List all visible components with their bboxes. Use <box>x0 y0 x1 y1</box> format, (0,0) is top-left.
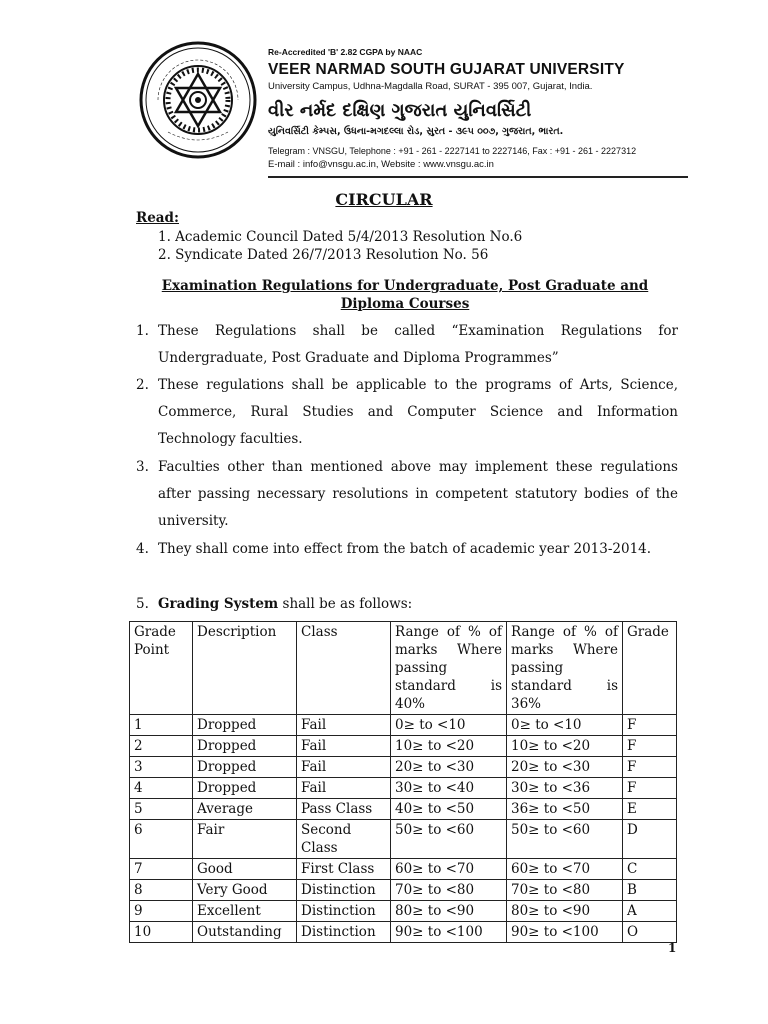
table-cell: 30≥ to <36 <box>507 778 623 799</box>
grading-table <box>129 621 677 943</box>
table-cell: 90≥ to <100 <box>507 922 623 943</box>
circular-title: CIRCULAR <box>335 190 433 209</box>
table-cell: 0≥ to <10 <box>391 715 507 736</box>
table-cell: 3 <box>130 757 193 778</box>
table-cell: 80≥ to <90 <box>507 901 623 922</box>
university-name-gujarati: વીર નર્મદ દક્ષિણ ગુજરાત યુનિવર્સિટી <box>268 100 532 121</box>
table-row <box>130 757 677 778</box>
header-cell: Range of % of marks Where passing standard is 36% <box>507 622 623 715</box>
table-row <box>130 799 677 820</box>
table-cell: Fail <box>297 778 391 799</box>
table-cell: Excellent <box>193 901 297 922</box>
table-cell: 50≥ to <60 <box>507 820 623 859</box>
regulation-point <box>136 591 678 618</box>
table-cell: 10 <box>130 922 193 943</box>
table-cell: 70≥ to <80 <box>391 880 507 901</box>
subject-heading: Examination Regulations for Undergraduate, Post Graduate and Diploma Courses <box>161 278 649 312</box>
table-row <box>130 715 677 736</box>
header-cell: Description <box>193 622 297 715</box>
table-cell: 10≥ to <20 <box>391 736 507 757</box>
accreditation-line: Re-Accredited 'B' 2.82 CGPA by NAAC <box>268 47 423 57</box>
table-cell: O <box>623 922 677 943</box>
table-cell: E <box>623 799 677 820</box>
table-cell: Very Good <box>193 880 297 901</box>
table-cell: Dropped <box>193 778 297 799</box>
point-number: 3. <box>136 459 149 475</box>
table-cell: Dropped <box>193 715 297 736</box>
point-text: These regulations shall be applicable to the programs of Arts, Science, Commerce, Rural Studies and Computer Science and Information Technology faculties. <box>158 377 678 447</box>
table-cell: B <box>623 880 677 901</box>
table-cell: Fair <box>193 820 297 859</box>
table-cell: Average <box>193 799 297 820</box>
table-cell: D <box>623 820 677 859</box>
regulation-point <box>136 536 678 563</box>
table-cell: F <box>623 757 677 778</box>
table-cell: Fail <box>297 715 391 736</box>
table-row <box>130 901 677 922</box>
table-cell: F <box>623 715 677 736</box>
point-number: 5. <box>136 596 149 612</box>
table-cell: First Class <box>297 859 391 880</box>
point-number: 4. <box>136 541 149 557</box>
regulation-point <box>136 372 678 453</box>
reference-item: 2. Syndicate Dated 26/7/2013 Resolution No. 56 <box>158 247 489 263</box>
university-address: University Campus, Udhna-Magdalla Road, SURAT - 395 007, Gujarat, India. <box>268 81 593 92</box>
header-cell: Grade <box>623 622 677 715</box>
table-row <box>130 859 677 880</box>
reference-list <box>158 228 522 264</box>
header-divider <box>268 176 688 178</box>
university-address-gujarati: યુનિવર્સિટી કેમ્પસ, ઉધના-મગદલ્લા રોડ, સુરત - ૩૯૫ ૦૦૭, ગુજરાત, ભારત. <box>268 126 564 137</box>
table-cell: Good <box>193 859 297 880</box>
table-cell: Pass Class <box>297 799 391 820</box>
table-cell: Fail <box>297 757 391 778</box>
point-text: They shall come into effect from the batch of academic year 2013-2014. <box>158 541 652 557</box>
table-row <box>130 778 677 799</box>
reference-item: 1. Academic Council Dated 5/4/2013 Resolution No.6 <box>158 229 523 245</box>
grading-system-rest: shall be as follows: <box>278 596 413 612</box>
table-cell: 4 <box>130 778 193 799</box>
table-cell: 9 <box>130 901 193 922</box>
table-cell: 0≥ to <10 <box>507 715 623 736</box>
table-cell: 6 <box>130 820 193 859</box>
header-cell: Grade Point <box>130 622 193 715</box>
table-cell: Dropped <box>193 757 297 778</box>
point-text: Faculties other than mentioned above may implement these regulations after passing necessary resolutions in competent statutory bodies of the university. <box>158 459 678 529</box>
table-cell: C <box>623 859 677 880</box>
letterhead <box>268 46 698 172</box>
table-cell: 8 <box>130 880 193 901</box>
table-cell: Outstanding <box>193 922 297 943</box>
table-cell: Second Class <box>297 820 391 859</box>
regulation-point <box>136 454 678 535</box>
university-seal-icon <box>138 40 258 160</box>
table-cell: Dropped <box>193 736 297 757</box>
point-text: These Regulations shall be called “Examination Regulations for Undergraduate, Post Graduate and Diploma Programmes” <box>158 323 678 366</box>
table-cell: Distinction <box>297 922 391 943</box>
university-name: VEER NARMAD SOUTH GUJARAT UNIVERSITY <box>268 61 625 78</box>
point-text <box>158 591 678 618</box>
table-cell: 60≥ to <70 <box>507 859 623 880</box>
read-label: Read: <box>136 210 179 226</box>
table-cell: F <box>623 778 677 799</box>
table-row <box>130 922 677 943</box>
header-cell: Range of % of marks Where passing standard is 40% <box>391 622 507 715</box>
page-number: 1 <box>668 941 677 955</box>
table-cell: 10≥ to <20 <box>507 736 623 757</box>
table-cell: 7 <box>130 859 193 880</box>
table-cell: F <box>623 736 677 757</box>
table-cell: 20≥ to <30 <box>391 757 507 778</box>
table-header-row <box>130 622 677 715</box>
table-cell: Distinction <box>297 901 391 922</box>
table-row <box>130 820 677 859</box>
table-cell: 80≥ to <90 <box>391 901 507 922</box>
header-cell: Class <box>297 622 391 715</box>
table-cell: 5 <box>130 799 193 820</box>
regulation-point <box>136 318 678 372</box>
table-cell: 30≥ to <40 <box>391 778 507 799</box>
point-number: 1. <box>136 323 149 339</box>
contact-line: E-mail : info@vnsgu.ac.in, Website : www.vnsgu.ac.in <box>268 159 494 170</box>
table-cell: 36≥ to <50 <box>507 799 623 820</box>
table-cell: Fail <box>297 736 391 757</box>
table-cell: 1 <box>130 715 193 736</box>
grading-system-label: Grading System <box>158 596 279 612</box>
table-cell: 50≥ to <60 <box>391 820 507 859</box>
table-cell: 70≥ to <80 <box>507 880 623 901</box>
point-number: 2. <box>136 377 149 393</box>
table-cell: A <box>623 901 677 922</box>
table-cell: Distinction <box>297 880 391 901</box>
table-row <box>130 880 677 901</box>
telephone-line: Telegram : VNSGU, Telephone : +91 - 261 - 2227141 to 2227146, Fax : +91 - 261 - 2227312 <box>268 146 637 156</box>
table-row <box>130 736 677 757</box>
table-cell: 40≥ to <50 <box>391 799 507 820</box>
table-cell: 2 <box>130 736 193 757</box>
table-cell: 90≥ to <100 <box>391 922 507 943</box>
table-cell: 20≥ to <30 <box>507 757 623 778</box>
table-cell: 60≥ to <70 <box>391 859 507 880</box>
